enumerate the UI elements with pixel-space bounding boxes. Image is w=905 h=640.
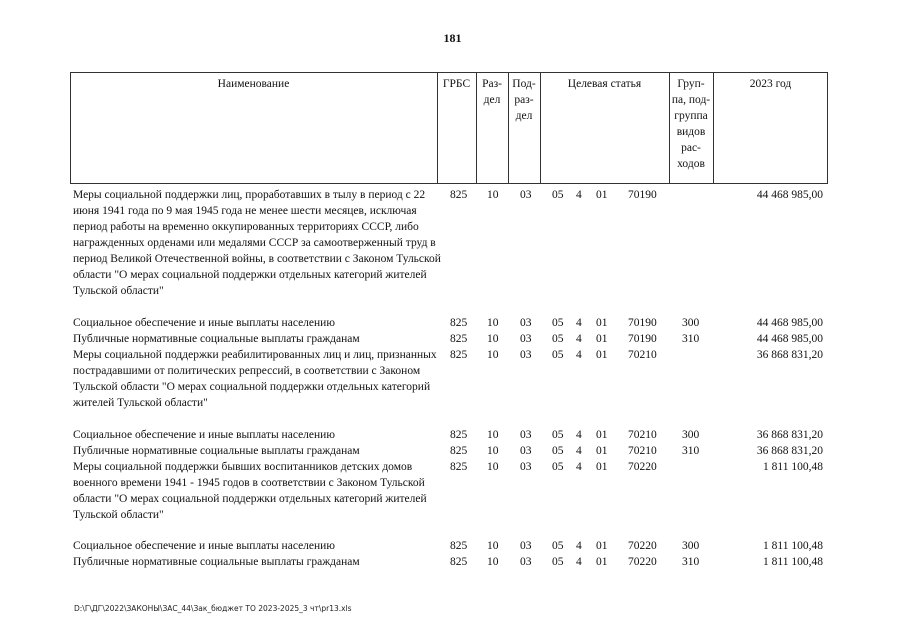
cell-grbs: 825 bbox=[450, 189, 468, 201]
cell-razdel: 10 bbox=[487, 189, 499, 201]
cell-vid: 300 bbox=[682, 317, 700, 329]
cell-amount: 1 811 100,48 bbox=[763, 461, 823, 473]
header-name: Наименование bbox=[217, 78, 290, 90]
cell-vid: 300 bbox=[682, 429, 700, 441]
cell-podrazdel: 03 bbox=[520, 189, 532, 201]
cell-vid: 310 bbox=[682, 556, 700, 568]
cell-razdel: 10 bbox=[487, 556, 499, 568]
cell-t1: 05 bbox=[552, 333, 564, 345]
header-group: Груп- па, под- группа видов рас- ходов bbox=[671, 78, 711, 170]
cell-podrazdel: 03 bbox=[520, 317, 532, 329]
cell-t4: 70210 bbox=[628, 349, 657, 361]
cell-podrazdel: 03 bbox=[520, 461, 532, 473]
cell-amount: 44 468 985,00 bbox=[756, 333, 823, 345]
cell-razdel: 10 bbox=[487, 540, 499, 552]
cell-t2: 4 bbox=[576, 461, 582, 473]
cell-t2: 4 bbox=[576, 349, 582, 361]
cell-t3: 01 bbox=[596, 429, 608, 441]
cell-t3: 01 bbox=[596, 461, 608, 473]
cell-t4: 70220 bbox=[628, 461, 657, 473]
cell-t4: 70220 bbox=[628, 540, 657, 552]
cell-amount: 44 468 985,00 bbox=[756, 189, 823, 201]
cell-vid: 300 bbox=[682, 540, 700, 552]
cell-name: Меры социальной поддержки бывших воспитанников детских домов военного времени 1941 - 1945 годов в соответствии с Законом Тульской области "О мерах социальной поддержки отдельных категорий жителей Тульской области" bbox=[73, 461, 427, 521]
cell-grbs: 825 bbox=[450, 429, 468, 441]
cell-amount: 44 468 985,00 bbox=[756, 317, 823, 329]
cell-t4: 70210 bbox=[628, 429, 657, 441]
cell-amount: 36 868 831,20 bbox=[756, 429, 823, 441]
cell-t4: 70190 bbox=[628, 317, 657, 329]
cell-grbs: 825 bbox=[450, 556, 468, 568]
cell-grbs: 825 bbox=[450, 445, 468, 457]
cell-amount: 36 868 831,20 bbox=[756, 445, 823, 457]
cell-podrazdel: 03 bbox=[520, 445, 532, 457]
cell-t3: 01 bbox=[596, 317, 608, 329]
cell-podrazdel: 03 bbox=[520, 333, 532, 345]
cell-grbs: 825 bbox=[450, 349, 468, 361]
cell-podrazdel: 03 bbox=[520, 540, 532, 552]
cell-name: Социальное обеспечение и иные выплаты населению bbox=[73, 429, 335, 441]
cell-razdel: 10 bbox=[487, 349, 499, 361]
cell-name: Публичные нормативные социальные выплаты гражданам bbox=[73, 445, 360, 457]
cell-t4: 70190 bbox=[628, 189, 657, 201]
cell-razdel: 10 bbox=[487, 445, 499, 457]
page-number: 181 bbox=[443, 31, 462, 45]
cell-t3: 01 bbox=[596, 333, 608, 345]
cell-name: Публичные нормативные социальные выплаты гражданам bbox=[73, 556, 360, 568]
cell-razdel: 10 bbox=[487, 333, 499, 345]
cell-grbs: 825 bbox=[450, 461, 468, 473]
cell-amount: 1 811 100,48 bbox=[763, 556, 823, 568]
file-path-footer: D:\Г\ДГ\2022\ЗАКОНЫ\ЗАС_44\Зак_бюджет ТО 2023-2025_3 чт\pr13.xls bbox=[74, 604, 352, 613]
header-podrazdel: Под- раз- дел bbox=[512, 78, 536, 122]
cell-t4: 70210 bbox=[628, 445, 657, 457]
cell-t1: 05 bbox=[552, 556, 564, 568]
header-grbs: ГРБС bbox=[442, 78, 471, 90]
cell-razdel: 10 bbox=[487, 317, 499, 329]
cell-vid: 310 bbox=[682, 333, 700, 345]
cell-t1: 05 bbox=[552, 317, 564, 329]
header-razdel: Раз- дел bbox=[482, 78, 502, 106]
cell-grbs: 825 bbox=[450, 540, 468, 552]
cell-t2: 4 bbox=[576, 189, 582, 201]
cell-grbs: 825 bbox=[450, 333, 468, 345]
cell-razdel: 10 bbox=[487, 461, 499, 473]
cell-podrazdel: 03 bbox=[520, 556, 532, 568]
cell-t4: 70190 bbox=[628, 333, 657, 345]
cell-t2: 4 bbox=[576, 317, 582, 329]
cell-razdel: 10 bbox=[487, 429, 499, 441]
cell-grbs: 825 bbox=[450, 317, 468, 329]
header-target: Целевая статья bbox=[567, 78, 642, 90]
cell-t2: 4 bbox=[576, 540, 582, 552]
cell-amount: 1 811 100,48 bbox=[763, 540, 823, 552]
cell-t1: 05 bbox=[552, 349, 564, 361]
cell-t3: 01 bbox=[596, 556, 608, 568]
cell-podrazdel: 03 bbox=[520, 349, 532, 361]
cell-name: Меры социальной поддержки реабилитированных лиц и лиц, признанных пострадавшими от политических репрессий, в соответствии с Законом Тульской области "О мерах социальной поддержки отдельных категорий жителей Тульской области" bbox=[73, 349, 437, 409]
cell-t2: 4 bbox=[576, 445, 582, 457]
cell-t3: 01 bbox=[596, 445, 608, 457]
cell-t4: 70220 bbox=[628, 556, 657, 568]
cell-t1: 05 bbox=[552, 429, 564, 441]
cell-t2: 4 bbox=[576, 556, 582, 568]
cell-amount: 36 868 831,20 bbox=[756, 349, 823, 361]
cell-t1: 05 bbox=[552, 540, 564, 552]
cell-t1: 05 bbox=[552, 445, 564, 457]
cell-t1: 05 bbox=[552, 461, 564, 473]
header-year: 2023 год bbox=[749, 78, 792, 90]
cell-t3: 01 bbox=[596, 540, 608, 552]
cell-name: Социальное обеспечение и иные выплаты населению bbox=[73, 317, 335, 329]
cell-name: Социальное обеспечение и иные выплаты населению bbox=[73, 540, 335, 552]
cell-podrazdel: 03 bbox=[520, 429, 532, 441]
cell-name: Меры социальной поддержки лиц, проработавших в тылу в период с 22 июня 1941 года по 9 мая 1945 года не менее шести месяцев, исключая период работы на временно оккупированных территориях СССР, либо награжденных орденами или медалями СССР за самоотверженный труд в период Великой Отечественной войны, в соответствии с Законом Тульской области "О мерах социальной поддержки отдельных категорий жителей Тульской области" bbox=[73, 189, 441, 297]
cell-t3: 01 bbox=[596, 349, 608, 361]
cell-t2: 4 bbox=[576, 429, 582, 441]
cell-t1: 05 bbox=[552, 189, 564, 201]
cell-t3: 01 bbox=[596, 189, 608, 201]
cell-vid: 310 bbox=[682, 445, 700, 457]
cell-t2: 4 bbox=[576, 333, 582, 345]
cell-name: Публичные нормативные социальные выплаты гражданам bbox=[73, 333, 360, 345]
